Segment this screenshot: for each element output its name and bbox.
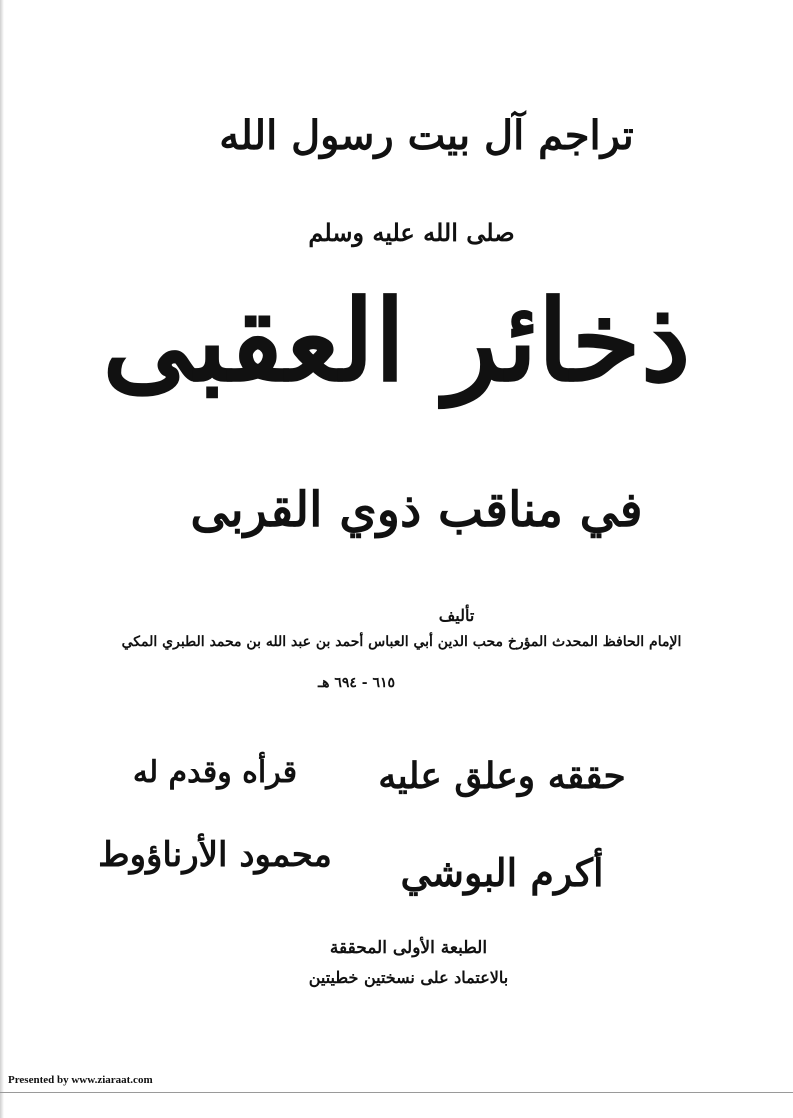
footer-rule	[0, 1092, 793, 1093]
blessing-text: صلى الله عليه وسلم	[308, 218, 515, 247]
scan-edge-shadow	[0, 0, 4, 1118]
edition-line: الطبعة الأولى المحققة	[329, 938, 488, 958]
editor-name: أكرم البوشي	[400, 850, 604, 895]
editor-role: حققه وعلق عليه	[378, 755, 626, 797]
book-main-title: ذخائر العقبى	[102, 276, 691, 407]
author-dates: ٦١٥ - ٦٩٤ هـ	[317, 675, 396, 691]
reviewer-name: محمود الأرناؤوط	[98, 835, 332, 875]
reviewer-role: قرأه وقدم له	[132, 755, 298, 790]
authorship-label: تأليف	[438, 606, 475, 625]
author-name: الإمام الحافظ المحدث المؤرخ محب الدين أبي العباس أحمد بن عبد الله بن محمد الطبري المكي	[121, 634, 682, 650]
series-title: تراجم آل بيت رسول الله	[219, 112, 634, 159]
book-subtitle: في مناقب ذوي القربى	[190, 482, 643, 538]
presented-by-footer: Presented by www.ziaraat.com	[8, 1074, 153, 1086]
manuscript-basis-line: بالاعتماد على نسختين خطيتين	[308, 968, 509, 987]
